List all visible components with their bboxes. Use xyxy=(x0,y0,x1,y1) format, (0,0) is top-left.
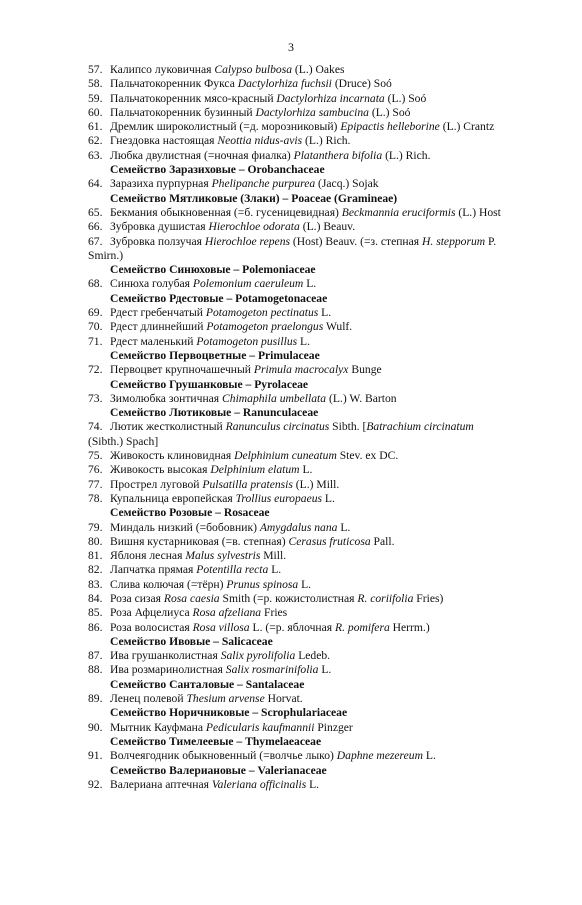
species-entry xyxy=(88,649,558,663)
latin-name: Ranunculus circinatus xyxy=(225,420,330,434)
entry-number: 57. xyxy=(88,63,103,76)
species-list xyxy=(88,63,558,792)
entry-number: 89. xyxy=(88,692,103,706)
entry-number: 76. xyxy=(88,463,103,477)
entry-text xyxy=(110,392,558,406)
latin-name: Beckmannia eruciformis xyxy=(341,205,456,219)
entry-number: 74. xyxy=(88,420,103,434)
family-heading: Семейство Ивовые – Salicaceae xyxy=(110,634,273,648)
entry-text xyxy=(110,492,558,506)
latin-name: Cerasus fruticosa xyxy=(288,534,371,548)
latin-name: Delphinium cuneatum xyxy=(234,449,337,463)
latin-name: Valeriana officinalis xyxy=(211,777,307,791)
entry-text xyxy=(110,177,558,191)
text-segment: L. xyxy=(297,334,311,348)
text-segment: Ива грушанколистная xyxy=(110,649,221,663)
entry-number: 61. xyxy=(88,120,103,134)
species-entry xyxy=(88,721,558,735)
entry-text xyxy=(110,235,558,249)
entry-number: 67. xyxy=(88,234,103,248)
latin-name: Salix pyrolifolia xyxy=(220,649,296,663)
entry-text xyxy=(110,149,558,163)
family-heading: Семейство Заразиховые – Orobanchaceae xyxy=(110,163,325,177)
entry-number: 79. xyxy=(88,520,103,534)
entry-number: 82. xyxy=(88,563,103,577)
entry-text xyxy=(110,134,558,148)
latin-name: Epipactis helleborine xyxy=(340,120,440,134)
species-entry xyxy=(88,592,558,606)
text-segment: Рдест маленький xyxy=(110,334,197,348)
latin-name: Rosa villosa xyxy=(192,620,250,634)
family-heading: Семейство Синюховые – Polemoniaceae xyxy=(110,263,316,277)
text-segment: Smith (=р. кожистолистная xyxy=(219,591,358,605)
text-segment: (L.) Soó xyxy=(368,105,411,119)
latin-name: Amygdalus nana xyxy=(259,520,338,534)
text-segment: (L.) W. Barton xyxy=(326,391,397,405)
species-entry xyxy=(88,149,558,163)
entry-number: 66. xyxy=(88,220,103,234)
text-segment: Живокость клиновидная xyxy=(110,449,235,463)
entry-text xyxy=(110,563,558,577)
species-entry xyxy=(88,692,558,706)
text-segment: Horvat. xyxy=(264,692,303,706)
entry-text xyxy=(110,106,558,120)
text-segment: Бекмания обыкновенная (=б. гусеницевидная) xyxy=(110,205,342,219)
entry-text xyxy=(110,606,558,620)
text-segment: L. xyxy=(318,306,332,320)
text-segment: (L.) Crantz xyxy=(439,120,495,134)
text-segment: Первоцвет крупночашечный xyxy=(110,363,254,377)
entry-number: 77. xyxy=(88,477,103,491)
latin-name: H. stepporum xyxy=(422,234,486,248)
entry-text xyxy=(110,478,558,492)
entry-number: 88. xyxy=(88,663,103,677)
species-entry xyxy=(88,521,558,535)
entry-continuation xyxy=(88,249,558,263)
species-entry xyxy=(88,120,558,134)
family-heading: Семейство Розовые – Rosaceae xyxy=(110,506,270,520)
species-entry xyxy=(88,621,558,635)
entry-number: 70. xyxy=(88,320,103,334)
text-segment: Слива колючая (=тёрн) xyxy=(110,577,227,591)
text-segment: L. xyxy=(318,663,332,677)
text-segment: L. xyxy=(337,520,351,534)
text-segment: P. xyxy=(485,234,497,248)
text-segment: Fries xyxy=(261,606,288,620)
entry-number: 72. xyxy=(88,363,103,377)
species-entry xyxy=(88,535,558,549)
text-segment: Живокость высокая xyxy=(110,463,211,477)
family-heading: Семейство Валериановые – Valerianaceae xyxy=(110,763,327,777)
latin-name: Pulsatilla pratensis xyxy=(202,477,293,491)
text-segment: Пальчатокоренник мясо-красный xyxy=(110,91,277,105)
text-segment: Pall. xyxy=(370,534,395,548)
latin-name: Potamogeton pusillus xyxy=(196,334,298,348)
text-segment: Smirn.) xyxy=(88,248,124,262)
entry-number: 92. xyxy=(88,777,103,791)
species-entry xyxy=(88,277,558,291)
text-segment: Лютик жестколистный xyxy=(110,420,226,434)
entry-text xyxy=(110,220,558,234)
text-segment: L. xyxy=(306,777,320,791)
entry-number: 69. xyxy=(88,306,103,320)
text-segment: Sibth. [ xyxy=(329,420,367,434)
entry-text xyxy=(110,277,558,291)
text-segment: L. xyxy=(268,563,282,577)
species-entry xyxy=(88,478,558,492)
text-segment: Миндаль низкий (=бобовник) xyxy=(110,520,260,534)
species-entry xyxy=(88,177,558,191)
text-segment: Wulf. xyxy=(323,320,353,334)
text-segment: (L.) Rich. xyxy=(302,134,351,148)
latin-name: R. coriifolia xyxy=(357,591,414,605)
entry-text xyxy=(110,621,558,635)
entry-text xyxy=(110,449,558,463)
entry-text xyxy=(110,206,558,220)
family-heading: Семейство Грушанковые – Pyrolaceae xyxy=(110,377,309,391)
entry-text xyxy=(110,549,558,563)
latin-name: Daphne mezereum xyxy=(336,749,423,763)
latin-name: Platanthera bifolia xyxy=(293,148,383,162)
entry-text xyxy=(110,535,558,549)
text-segment: (Druce) Soó xyxy=(331,77,392,91)
entry-number: 83. xyxy=(88,577,103,591)
entry-number: 65. xyxy=(88,205,103,219)
entry-number: 71. xyxy=(88,334,103,348)
family-heading: Семейство Первоцветные – Primulaceae xyxy=(110,348,320,362)
text-segment: Прострел луговой xyxy=(110,477,203,491)
text-segment: Зубровка душистая xyxy=(110,220,209,234)
family-heading: Семейство Норичниковые – Scrophulariaceae xyxy=(110,706,348,720)
latin-name: Malus sylvestris xyxy=(185,549,261,563)
entry-text xyxy=(110,521,558,535)
latin-name: Trollius europaeus xyxy=(235,491,323,505)
entry-number: 73. xyxy=(88,391,103,405)
entry-number: 63. xyxy=(88,148,103,162)
text-segment: Синюха голубая xyxy=(110,277,193,291)
text-segment: Ленец полевой xyxy=(110,692,187,706)
entry-text xyxy=(110,663,558,677)
text-segment: L. xyxy=(422,749,436,763)
entry-text xyxy=(110,749,558,763)
text-segment: Купальница европейская xyxy=(110,491,236,505)
species-entry xyxy=(88,220,558,234)
latin-name: Calypso bulbosa xyxy=(214,63,293,76)
text-segment: Herrm.) xyxy=(389,620,430,634)
text-segment: Stev. ex DC. xyxy=(336,449,399,463)
latin-name: Dactylorhiza sambucina xyxy=(255,105,369,119)
text-segment: (Host) Beauv. (=з. степная xyxy=(290,234,423,248)
entry-text xyxy=(110,649,558,663)
entry-text xyxy=(110,592,558,606)
entry-number: 64. xyxy=(88,177,103,191)
species-entry xyxy=(88,134,558,148)
entry-number: 91. xyxy=(88,749,103,763)
text-segment: L. xyxy=(299,463,313,477)
species-entry xyxy=(88,77,558,91)
text-segment: (Jacq.) Sojak xyxy=(315,177,379,191)
species-entry xyxy=(88,235,558,249)
text-segment: (L.) Soó xyxy=(384,91,427,105)
entry-text xyxy=(110,463,558,477)
species-entry xyxy=(88,306,558,320)
text-segment: (Sibth.) Spach] xyxy=(88,434,159,448)
latin-name: Polemonium caeruleum xyxy=(192,277,304,291)
latin-name: Potamogeton praelongus xyxy=(206,320,324,334)
latin-name: Potamogeton pectinatus xyxy=(205,306,319,320)
species-entry xyxy=(88,363,558,377)
entry-number: 81. xyxy=(88,549,103,563)
entry-text xyxy=(110,120,558,134)
text-segment: L. xyxy=(322,491,335,505)
text-segment: (L.) Host xyxy=(455,205,501,219)
latin-name: Potentilla recta xyxy=(196,563,269,577)
latin-name: R. pomifera xyxy=(335,620,390,634)
text-segment: Дремлик широколистный (=д. морозниковый) xyxy=(110,120,341,134)
latin-name: Rosa afzeliana xyxy=(192,606,262,620)
text-segment: Лапчатка прямая xyxy=(110,563,197,577)
entry-text xyxy=(110,578,558,592)
text-segment: Яблоня лесная xyxy=(110,549,186,563)
entry-number: 60. xyxy=(88,105,103,119)
text-segment: L. (=р. яблочная xyxy=(249,620,336,634)
text-segment: Роза сизая xyxy=(110,591,164,605)
species-entry xyxy=(88,106,558,120)
latin-name: Hierochloe odorata xyxy=(208,220,300,234)
page-number: 3 xyxy=(288,40,294,54)
entry-continuation xyxy=(88,435,558,449)
entry-number: 87. xyxy=(88,649,103,663)
text-segment: Зимолюбка зонтичная xyxy=(110,391,223,405)
text-segment: Ledeb. xyxy=(295,649,331,663)
text-segment: Вишня кустарниковая (=в. степная) xyxy=(110,534,289,548)
species-entry xyxy=(88,578,558,592)
text-segment: Заразиха пурпурная xyxy=(110,177,212,191)
species-entry xyxy=(88,563,558,577)
latin-name: Hierochloe repens xyxy=(204,234,291,248)
entry-number: 75. xyxy=(88,449,103,463)
text-segment: Pinzger xyxy=(314,720,353,734)
text-segment: Мытник Кауфмана xyxy=(110,720,206,734)
species-entry xyxy=(88,320,558,334)
entry-text xyxy=(110,92,558,106)
family-heading: Семейство Тимелеевые – Thymelaeaceae xyxy=(110,734,322,748)
species-entry xyxy=(88,392,558,406)
species-entry xyxy=(88,663,558,677)
entry-number: 90. xyxy=(88,720,103,734)
entry-number: 68. xyxy=(88,277,103,291)
text-segment: (L.) Beauv. xyxy=(299,220,356,234)
text-segment: (L.) Oakes xyxy=(292,63,345,76)
text-segment: Mill. xyxy=(260,549,287,563)
entry-number: 80. xyxy=(88,534,103,548)
entry-number: 58. xyxy=(88,77,103,91)
entry-text xyxy=(110,320,558,334)
species-entry xyxy=(88,63,558,77)
latin-name: Primula macrocalyx xyxy=(253,363,349,377)
family-heading: Семейство Мятликовые (Злаки) – Poaceae (Gramineae) xyxy=(110,191,398,205)
latin-name: Dactylorhiza fuchsii xyxy=(237,77,332,91)
text-segment: Валериана аптечная xyxy=(110,777,212,791)
entry-number: 78. xyxy=(88,491,103,505)
text-segment: (L.) Mill. xyxy=(292,477,340,491)
latin-name: Delphinium elatum xyxy=(210,463,300,477)
species-entry xyxy=(88,206,558,220)
latin-name: Prunus spinosa xyxy=(226,577,299,591)
species-entry xyxy=(88,749,558,763)
latin-name: Dactylorhiza incarnata xyxy=(276,91,385,105)
text-segment: Пальчатокоренник бузинный xyxy=(110,105,256,119)
entry-text xyxy=(110,363,558,377)
text-segment: Калипсо луковичная xyxy=(110,63,215,76)
species-entry xyxy=(88,606,558,620)
species-entry xyxy=(88,492,558,506)
entry-text xyxy=(110,63,558,77)
entry-number: 62. xyxy=(88,134,103,148)
text-segment: L. xyxy=(298,577,312,591)
entry-text xyxy=(110,420,558,434)
species-entry xyxy=(88,449,558,463)
species-entry xyxy=(88,92,558,106)
species-entry xyxy=(88,463,558,477)
family-heading: Семейство Санталовые – Santalaceae xyxy=(110,677,305,691)
latin-name: Thesium arvense xyxy=(186,692,265,706)
text-segment: L. xyxy=(303,277,317,291)
entry-text xyxy=(110,778,558,792)
species-entry xyxy=(88,549,558,563)
text-segment: Волчеягодник обыкновенный (=волчье лыко) xyxy=(110,749,337,763)
text-segment: Гнездовка настоящая xyxy=(110,134,218,148)
latin-name: Pedicularis kaufmannii xyxy=(205,720,315,734)
family-heading: Семейство Рдестовые – Potamogetonaceae xyxy=(110,291,328,305)
family-heading: Семейство Лютиковые – Ranunculaceae xyxy=(110,406,319,420)
entry-number: 86. xyxy=(88,620,103,634)
text-segment: Любка двулистная (=ночная фиалка) xyxy=(110,148,294,162)
text-segment: Bunge xyxy=(348,363,382,377)
species-entry xyxy=(88,420,558,434)
text-segment: (L.) Rich. xyxy=(382,148,431,162)
entry-text xyxy=(110,721,558,735)
text-segment: Ива розмаринолистная xyxy=(110,663,226,677)
text-segment: Роза Афцелиуса xyxy=(110,606,193,620)
text-segment: Роза волосистая xyxy=(110,620,193,634)
entry-text xyxy=(110,335,558,349)
text-segment: Fries) xyxy=(413,591,444,605)
text-segment: Пальчатокоренник Фукса xyxy=(110,77,238,91)
text-segment: Рдест длиннейший xyxy=(110,320,207,334)
text-segment: Рдест гребенчатый xyxy=(110,306,206,320)
entry-text xyxy=(110,77,558,91)
latin-name: Batrachium circinatum xyxy=(366,420,474,434)
entry-text xyxy=(110,306,558,320)
entry-text xyxy=(110,692,558,706)
species-entry xyxy=(88,778,558,792)
latin-name: Chimaphila umbellata xyxy=(222,391,327,405)
entry-number: 84. xyxy=(88,591,103,605)
latin-name: Rosa caesia xyxy=(163,591,220,605)
species-entry xyxy=(88,335,558,349)
latin-name: Salix rosmarinifolia xyxy=(225,663,319,677)
latin-name: Phelipanche purpurea xyxy=(211,177,316,191)
latin-name: Neottia nidus-avis xyxy=(217,134,303,148)
entry-number: 85. xyxy=(88,606,103,620)
entry-number: 59. xyxy=(88,91,103,105)
text-segment: Зубровка ползучая xyxy=(110,234,205,248)
